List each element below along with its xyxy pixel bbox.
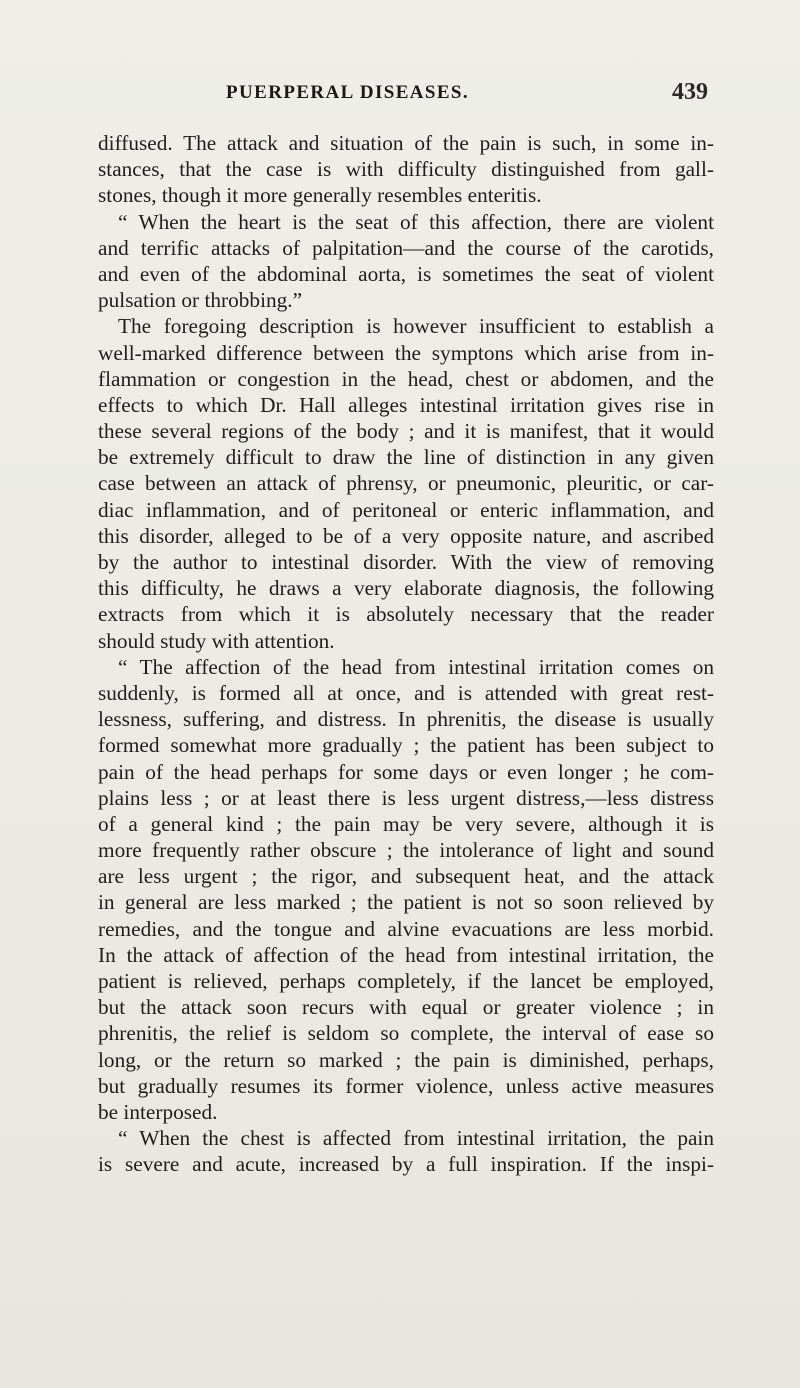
text-line: long, or the return so marked ; the pain is diminished, perhaps, bbox=[98, 1047, 714, 1072]
text-line: remedies, and the tongue and alvine evacuations are less morbid. bbox=[98, 916, 714, 941]
text-line: case between an attack of phrensy, or pneumonic, pleuritic, or car- bbox=[98, 471, 714, 496]
text-line: stances, that the case is with difficulty distinguished from gall- bbox=[98, 157, 714, 182]
text-line: pulsation or throbbing.” bbox=[98, 288, 303, 313]
page-header bbox=[0, 79, 800, 112]
text-line: in general are less marked ; the patient is not so soon relieved by bbox=[98, 890, 714, 915]
text-line: are less urgent ; the rigor, and subsequent heat, and the attack bbox=[98, 864, 714, 889]
text-line: plains less ; or at least there is less urgent distress,—less distress bbox=[98, 785, 714, 810]
text-line: this difficulty, he draws a very elaborate diagnosis, the following bbox=[98, 576, 714, 601]
body-text bbox=[98, 130, 714, 1178]
text-line: diac inflammation, and of peritoneal or enteric inflammation, and bbox=[98, 497, 714, 522]
text-line: but the attack soon recurs with equal or greater violence ; in bbox=[98, 995, 714, 1020]
text-line: stones, though it more generally resembles enteritis. bbox=[98, 183, 542, 208]
text-line: but gradually resumes its former violence, unless active measures bbox=[98, 1073, 714, 1098]
page-number: 439 bbox=[672, 79, 708, 105]
text-line: be extremely difficult to draw the line of distinction in any given bbox=[98, 445, 714, 470]
text-line: patient is relieved, perhaps completely, if the lancet be employed, bbox=[98, 969, 714, 993]
text-line: is severe and acute, increased by a full inspiration. If the inspi- bbox=[98, 1152, 714, 1177]
text-line: be interposed. bbox=[98, 1099, 218, 1124]
text-line: “ When the heart is the seat of this affection, there are violent bbox=[118, 209, 714, 234]
text-line: suddenly, is formed all at once, and is attended with great rest- bbox=[98, 680, 714, 705]
text-line: and even of the abdominal aorta, is sometimes the seat of violent bbox=[98, 261, 714, 286]
text-line: by the author to intestinal disorder. With the view of removing bbox=[98, 550, 714, 574]
text-line: extracts from which it is absolutely necessary that the reader bbox=[98, 602, 714, 627]
text-line: diffused. The attack and situation of the pain is such, in some in- bbox=[98, 131, 714, 155]
text-line: flammation or congestion in the head, chest or abdomen, and the bbox=[98, 366, 714, 391]
text-line: this disorder, alleged to be of a very opposite nature, and ascribed bbox=[98, 523, 714, 548]
text-line: well-marked difference between the symptons which arise from in- bbox=[98, 340, 714, 365]
text-line: In the attack of affection of the head from intestinal irritation, the bbox=[98, 942, 714, 967]
text-line: and terrific attacks of palpitation—and the course of the carotids, bbox=[98, 235, 714, 260]
text-line: The foregoing description is however insufficient to establish a bbox=[118, 314, 714, 339]
text-line: pain of the head perhaps for some days or even longer ; he com- bbox=[98, 759, 714, 784]
text-line: “ When the chest is affected from intestinal irritation, the pain bbox=[118, 1126, 714, 1151]
running-title: PUERPERAL DISEASES. bbox=[226, 82, 470, 103]
text-line: should study with attention. bbox=[98, 628, 335, 653]
text-line: phrenitis, the relief is seldom so complete, the interval of ease so bbox=[98, 1021, 714, 1046]
text-line: more frequently rather obscure ; the intolerance of light and sound bbox=[98, 838, 714, 863]
text-line: “ The affection of the head from intestinal irritation comes on bbox=[118, 654, 714, 679]
text-line: lessness, suffering, and distress. In phrenitis, the disease is usually bbox=[98, 707, 714, 732]
text-line: formed somewhat more gradually ; the patient has been subject to bbox=[98, 733, 714, 758]
text-line: effects to which Dr. Hall alleges intestinal irritation gives rise in bbox=[98, 392, 714, 417]
text-line: of a general kind ; the pain may be very severe, although it is bbox=[98, 811, 714, 836]
text-line: these several regions of the body ; and it is manifest, that it would bbox=[98, 419, 714, 444]
